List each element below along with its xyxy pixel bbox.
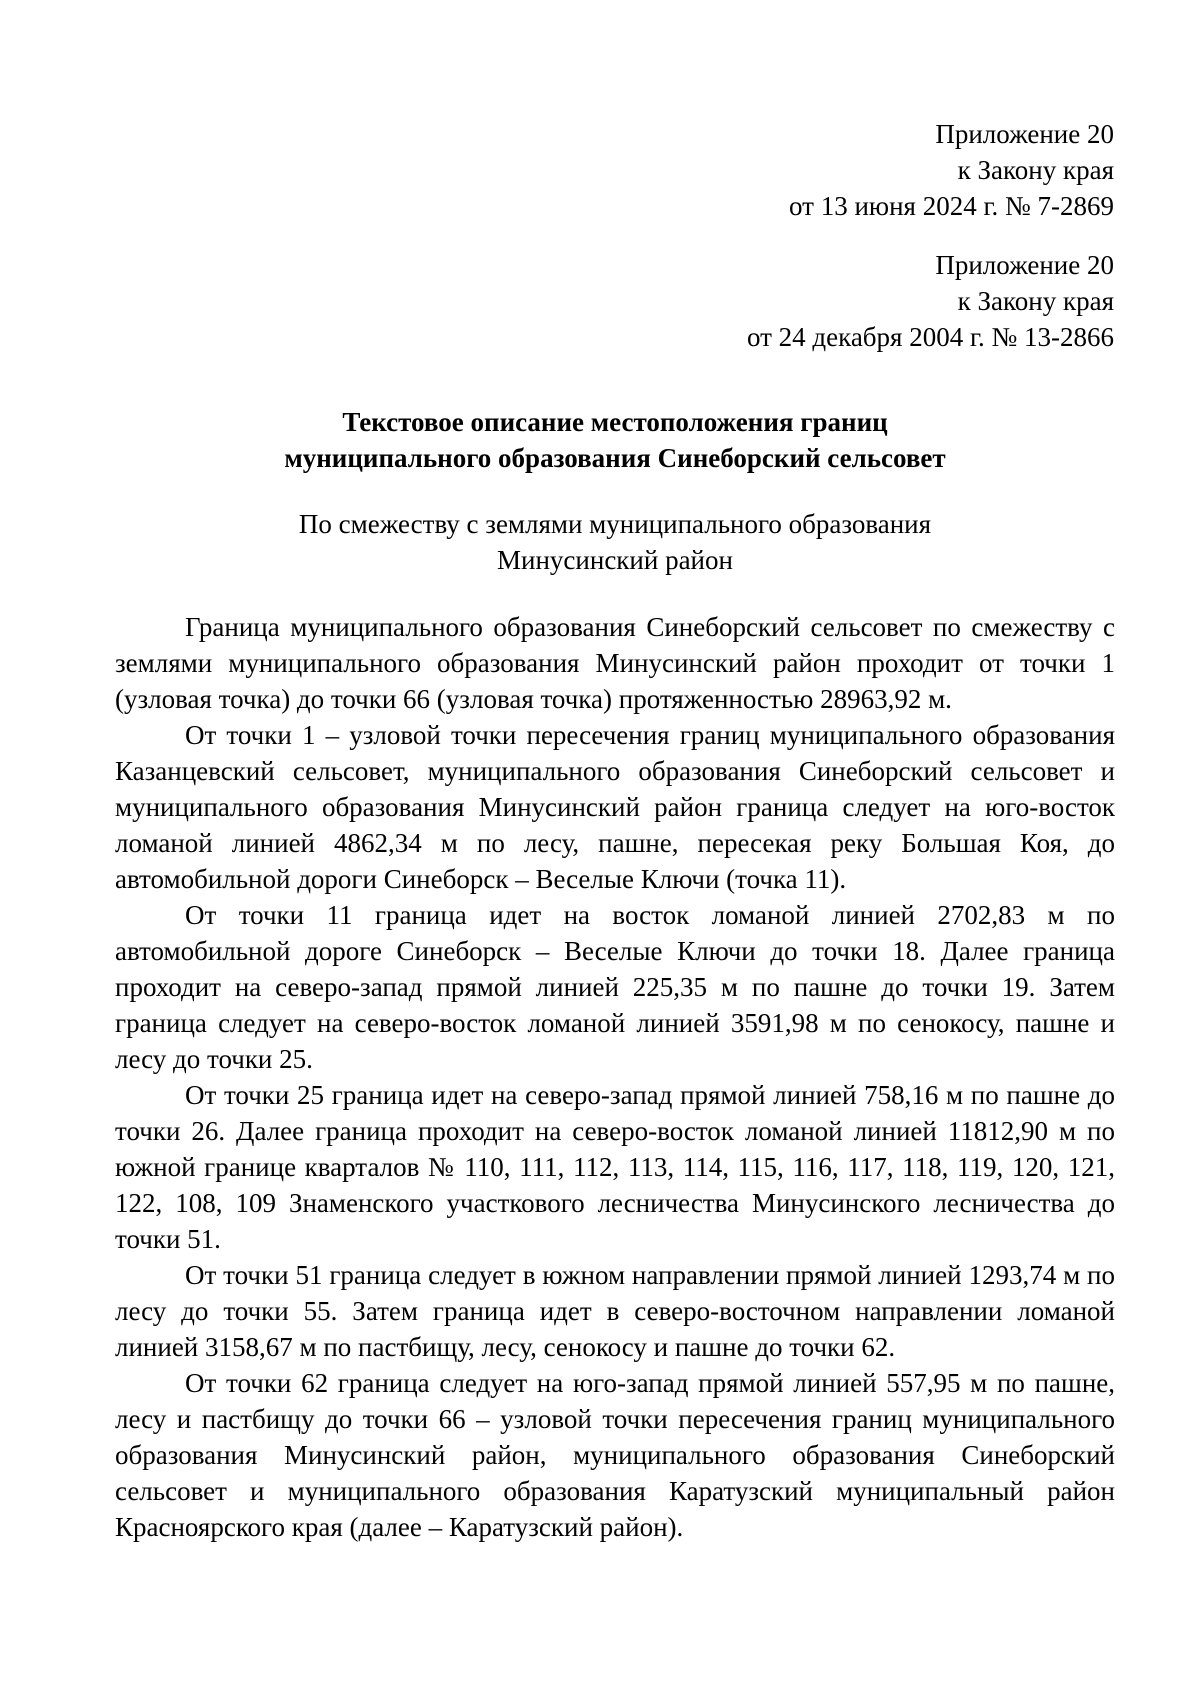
section-heading-line: По смежеству с землями муниципального образования [298,509,932,539]
body-paragraph: От точки 25 граница идет на северо-запад прямой линией 758,16 м по пашне до точки 26. Далее граница проходит на северо-восток ломаной линией 11812,90 м по южной границе кварталов № 110, 111, 112, 113, 114, 115, 116, 117, 118, 119, 120, 121, 122, 108, 109 Знаменского участкового лесничества Минусинского лесничества до точки 51. [115,1080,1115,1254]
body-paragraph: От точки 51 граница следует в южном направлении прямой линией 1293,74 м по лесу до точки 55. Затем граница идет в северо-восточном направлении ломаной линией 3158,67 м по пастбищу, лесу, сенокосу и пашне до точки 62. [115,1260,1115,1362]
body-paragraph: От точки 1 – узловой точки пересечения границ муниципального образования Казанцевский сельсовет, муниципального образования Синеборский сельсовет и муниципального образования Минусинский район граница следует на юго-восток ломаной линией 4862,34 м по лесу, пашне, пересекая реку Большая Коя, до автомобильной дороги Синеборск – Веселые Ключи (точка 11). [115,720,1115,894]
document-title [115,404,1115,476]
document-body [115,609,1115,1545]
title-line: Текстовое описание местоположения границ [342,407,888,437]
section-heading-line: Минусинский район [497,545,733,575]
appendix-number: Приложение 20 [935,250,1114,280]
appendix-law-reference: к Закону края [957,155,1114,185]
title-line: муниципального образования Синеборский сельсовет [284,443,946,473]
appendix-law-date: от 24 декабря 2004 г. № 13-2866 [746,322,1114,352]
appendix-law-date: от 13 июня 2024 г. № 7-2869 [789,191,1114,221]
appendix-number: Приложение 20 [935,119,1114,149]
appendix-header-original [747,247,1114,355]
body-paragraph: Граница муниципального образования Синеборский сельсовет по смежеству с землями муниципального образования Минусинский район проходит от точки 1 (узловая точка) до точки 66 (узловая точка) протяженностью 28963,92 м. [115,612,1115,714]
body-paragraph: От точки 11 граница идет на восток ломаной линией 2702,83 м по автомобильной дороге Синеборск – Веселые Ключи до точки 18. Далее граница проходит на северо-запад прямой линией 225,35 м по пашне до точки 19. Затем граница следует на северо-восток ломаной линией 3591,98 м по сенокосу, пашне и лесу до точки 25. [115,900,1115,1074]
body-paragraph: От точки 62 граница следует на юго-запад прямой линией 557,95 м по пашне, лесу и пастбищу до точки 66 – узловой точки пересечения границ муниципального образования Минусинский район, муниципального образования Синеборский сельсовет и муниципального образования Каратузский муниципальный район Красноярского края (далее – Каратузский район). [115,1368,1115,1542]
appendix-header-current [789,116,1114,224]
section-heading [115,506,1115,578]
appendix-law-reference: к Закону края [957,286,1114,316]
